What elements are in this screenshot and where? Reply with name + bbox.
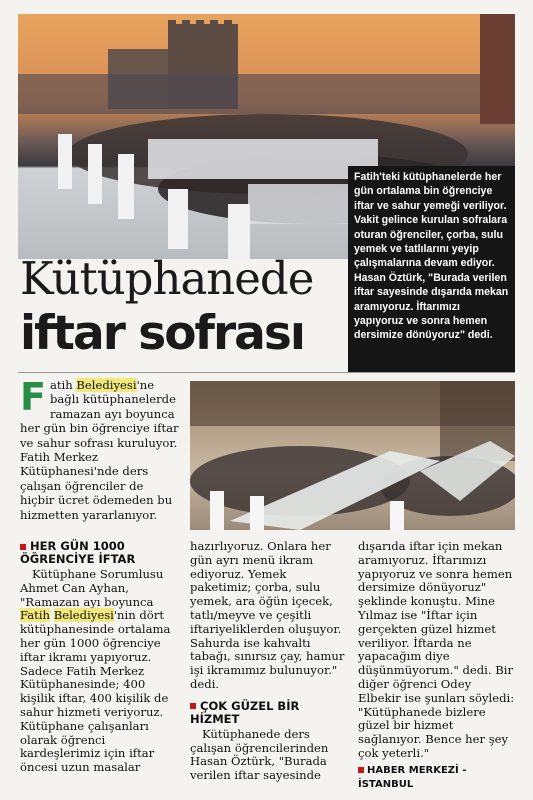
- photo-caption: Fatih'teki kütüphanelerde her gün ortalama bin öğrenciye iftar ve sahur yemeği veriliyor. Vakit gelince kurulan sofralara oturan öğrenciler, çorba, sulu yemek ve tatlılarını yeyip çalışmalarına devam ediyor. Hasan Öztürk, "Burada verilen iftar sayesinde dışarıda mekan aramıyoruz. İftarımızı yapıyoruz ve sonra hemen dersimize dönüyoruz" dedi.: [348, 166, 515, 372]
- middle-photo: [190, 381, 515, 530]
- column-3-paragraph: dışarıda iftar için mekan aramıyoruz. İftarımızı yapıyoruz ve sonra hemen dersimize dönüyoruz" şeklinde konuştu. Mine Yılmaz ise "İftar için gerçekten güzel hizmet veriliyor. İftarda ne yapacağım diye düşünmüyorum." dedi. Bir diğer öğrenci Odey Elbekir ise şunları söyledi: "Kütüphanede bizlere güzel bir hizmet sağlanıyor. Bence her şey çok yeterli.": [358, 539, 515, 760]
- divider: [18, 372, 515, 373]
- lead-paragraph: [20, 375, 180, 522]
- headline-line-1: Kütüphanede: [20, 252, 314, 305]
- lead-text: 'ne bağlı kütüphanelerde ramazan ayı boyunca her gün bin öğrenciye iftar ve sahur sofrası kuruluyor. Fatih Merkez Kütüphanesi'nde ders çalışan öğrenciler de hiçbir ücret ödemeden bu hizmetten yararlanıyor.: [20, 378, 179, 522]
- drop-cap: F: [20, 375, 46, 419]
- square-bullet-icon: [358, 767, 364, 773]
- column-1: [20, 540, 180, 775]
- column-2-paragraph-2: Kütüphanede ders çalışan öğrencilerinden Hasan Öztürk, "Burada verilen iftar sayesinde: [190, 726, 329, 783]
- lead-word: atih: [49, 378, 73, 392]
- square-bullet-icon: [190, 703, 196, 709]
- byline: HABER MERKEZİ - İSTANBUL: [358, 764, 467, 790]
- subhead-1: HER GÜN 1000 ÖĞRENCİYE İFTAR: [20, 539, 136, 566]
- column-2-paragraph-1: hazırlıyoruz. Onlara her gün ayrı menü ikram ediyoruz. Yemek paketimiz; çorba, sulu yemek, ara öğün içecek, tatlı/meyve ve çeşitli iftariyeliklerden oluşuyor. Sahurda ise kahvaltı tabağı, sınırsız çay, hamur işi ikramımız bulunuyor." dedi.: [190, 539, 345, 691]
- headline-line-2: iftar sofrası: [20, 306, 304, 361]
- square-bullet-icon: [20, 544, 26, 550]
- column-3: [358, 540, 516, 791]
- column-2: [190, 540, 350, 783]
- subhead-2: ÇOK GÜZEL BİR HİZMET: [190, 698, 300, 726]
- highlight-text: Belediyesi: [76, 378, 137, 392]
- column-1-paragraph: Kütüphane Sorumlusu Ahmet Can Ayhan, "Ramazan ayı boyunca Fatih Belediyesi'nin dört kütüphanesinde ortalama her gün 1000 öğrenciye iftar ikramı yapıyoruz. Sadece Fatih Merkez Kütüphanesinde; 400 kişilik iftar, 400 kişilik de sahur hizmeti veriyoruz. Kütüphane çalışanları olarak öğrenci kardeşlerimiz için iftar öncesi uzun masalar: [20, 567, 171, 775]
